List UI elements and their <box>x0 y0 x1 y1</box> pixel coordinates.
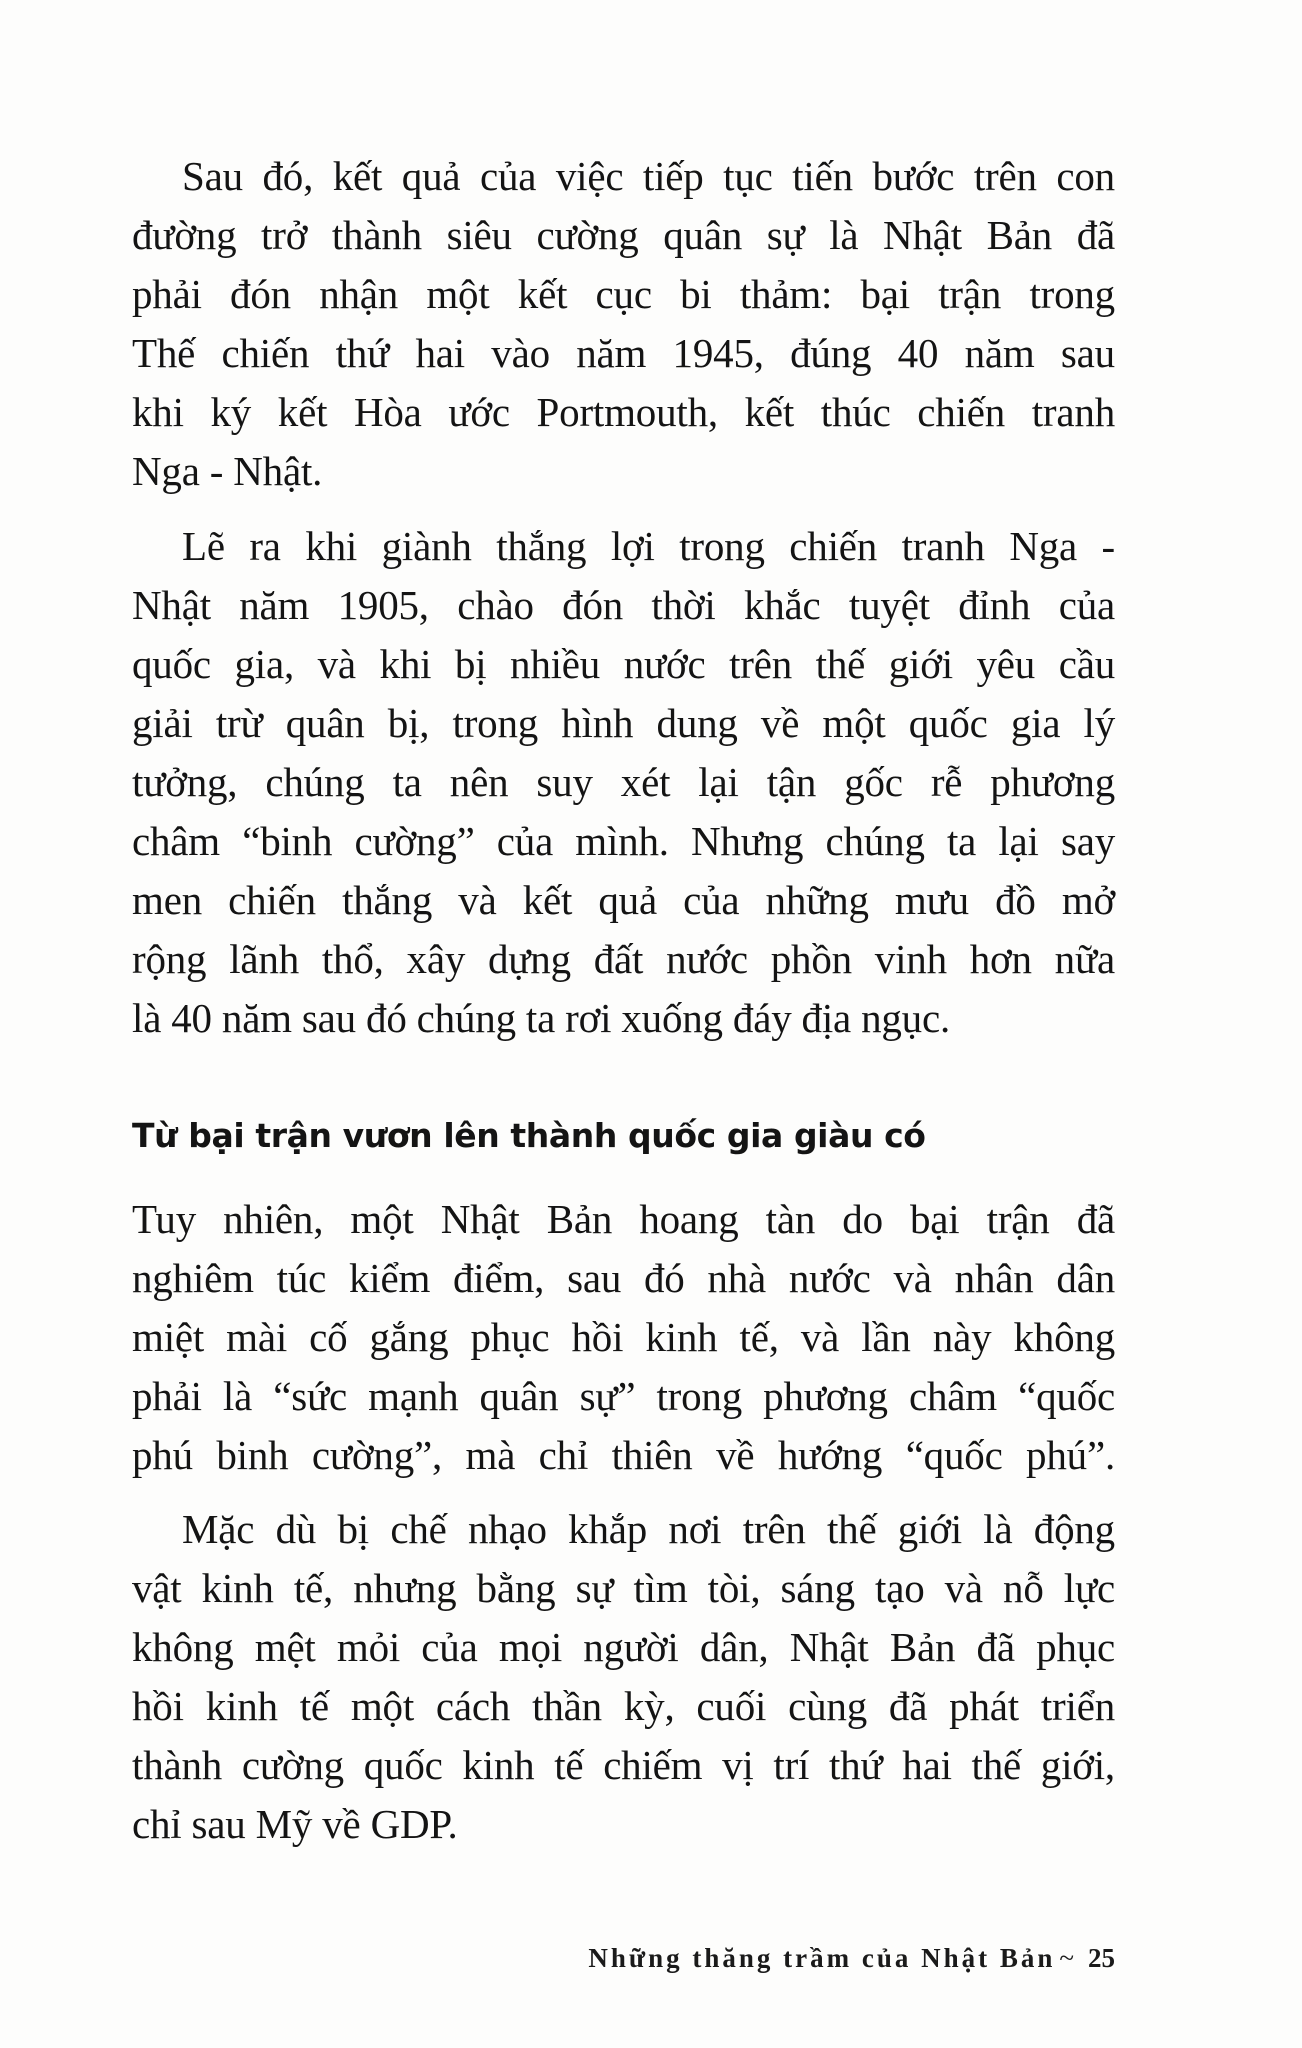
running-title: Những thăng trầm của Nhật Bản <box>588 1943 1056 1973</box>
text-line: quốc gia, và khi bị nhiều nước trên thế giới yêu cầu <box>132 641 1115 687</box>
text-line: Nhật năm 1905, chào đón thời khắc tuyệt đỉnh của <box>132 582 1115 628</box>
text-line: Sau đó, kết quả của việc tiếp tục tiến bước trên con <box>182 153 1115 199</box>
text-line: nghiêm túc kiểm điểm, sau đó nhà nước và nhân dân <box>132 1255 1115 1301</box>
text-line: hồi kinh tế một cách thần kỳ, cuối cùng đã phát triển <box>132 1683 1115 1729</box>
text-line: không mệt mỏi của mọi người dân, Nhật Bản đã phục <box>132 1624 1115 1670</box>
text-line: khi ký kết Hòa ước Portmouth, kết thúc chiến tranh <box>132 389 1115 435</box>
page-number: 25 <box>1088 1943 1115 1973</box>
text-line: Lẽ ra khi giành thắng lợi trong chiến tranh Nga - <box>182 523 1115 569</box>
text-line: là 40 năm sau đó chúng ta rơi xuống đáy địa ngục. <box>132 995 951 1041</box>
text-line: men chiến thắng và kết quả của những mưu đồ mở <box>132 877 1115 923</box>
text-line: tưởng, chúng ta nên suy xét lại tận gốc rễ phương <box>132 759 1115 805</box>
tilde-separator-icon: ~ <box>1059 1943 1074 1973</box>
text-line: chỉ sau Mỹ về GDP. <box>132 1801 458 1847</box>
text-line: Tuy nhiên, một Nhật Bản hoang tàn do bại trận đã <box>132 1196 1115 1242</box>
text-line: vật kinh tế, nhưng bằng sự tìm tòi, sáng tạo và nỗ lực <box>132 1565 1115 1611</box>
text-line: giải trừ quân bị, trong hình dung về một quốc gia lý <box>132 700 1115 746</box>
text-line: Mặc dù bị chế nhạo khắp nơi trên thế giới là động <box>182 1506 1115 1552</box>
section-heading: Từ bại trận vươn lên thành quốc gia giàu có <box>132 1116 926 1155</box>
text-line: thành cường quốc kinh tế chiếm vị trí thứ hai thế giới, <box>132 1742 1115 1788</box>
text-line: đường trở thành siêu cường quân sự là Nhật Bản đã <box>132 212 1115 258</box>
text-line: rộng lãnh thổ, xây dựng đất nước phồn vinh hơn nữa <box>132 936 1115 982</box>
text-line: phú binh cường”, mà chỉ thiên về hướng “quốc phú”. <box>132 1432 1115 1478</box>
text-line: châm “binh cường” của mình. Nhưng chúng ta lại say <box>132 818 1115 864</box>
text-line: phải đón nhận một kết cục bi thảm: bại trận trong <box>132 271 1115 317</box>
text-line: Thế chiến thứ hai vào năm 1945, đúng 40 năm sau <box>132 330 1115 376</box>
page-footer <box>588 1940 1115 1976</box>
text-line: Nga - Nhật. <box>132 448 323 494</box>
text-line: phải là “sức mạnh quân sự” trong phương châm “quốc <box>132 1373 1115 1419</box>
text-line: miệt mài cố gắng phục hồi kinh tế, và lần này không <box>132 1314 1115 1360</box>
